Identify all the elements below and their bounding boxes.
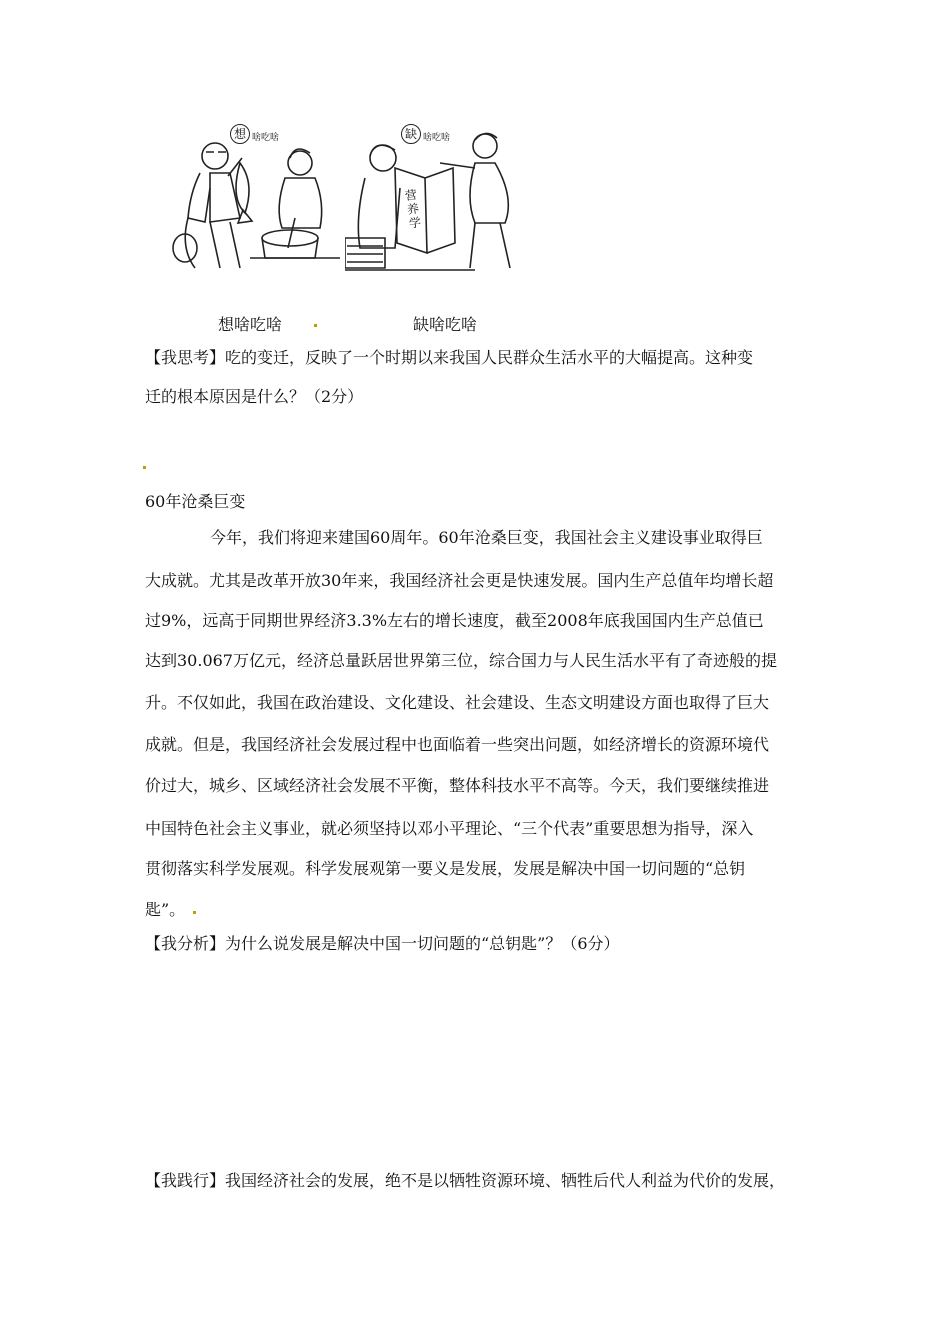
cartoon-right-bubble: 啥吃啥 <box>423 133 451 143</box>
article-line: 升。不仅如此，我国在政治建设、文化建设、社会建设、生态文明建设方面也取得了巨大 <box>145 693 770 712</box>
article-line: 今年，我们将迎来建国60周年。60年沧桑巨变，我国社会主义建设事业取得巨 <box>210 528 763 547</box>
article-line: 中国特色社会主义事业，就必须坚持以邓小平理论、“三个代表”重要思想为指导，深入 <box>145 819 754 838</box>
marker-dot <box>143 466 146 469</box>
article-line: 过9%，远高于同期世界经济3.3%左右的增长速度，截至2008年底我国国内生产总值已 <box>145 611 764 630</box>
caption-right: 缺啥吃啥 <box>413 315 478 334</box>
article-line: 匙”。 <box>145 900 186 919</box>
marker-dot <box>193 911 196 914</box>
article-line: 贯彻落实科学发展观。科学发展观第一要义是发展，发展是解决中国一切问题的“总钥 <box>145 859 746 878</box>
question-3: 【我践行】我国经济社会的发展，绝不是以牺牲资源环境、牺牲后代人利益为代价的发展， <box>145 1171 786 1190</box>
question-1-line-2: 迁的根本原因是什么？（2分） <box>145 387 364 406</box>
cartoon-right-stamp: 缺 <box>401 124 421 144</box>
question-1-line-1: 【我思考】吃的变迁，反映了一个时期以来我国人民群众生活水平的大幅提高。这种变 <box>145 348 754 367</box>
article-title: 60年沧桑巨变 <box>145 492 246 511</box>
article-line: 达到30.067万亿元，经济总量跃居世界第三位，综合国力与人民生活水平有了奇迹般的提 <box>145 651 777 670</box>
article-line: 大成就。尤其是改革开放30年来，我国经济社会更是快速发展。国内生产总值年均增长超 <box>145 571 774 590</box>
book-label: 营养学 <box>404 187 422 231</box>
caption-left: 想啥吃啥 <box>218 315 283 334</box>
question-2: 【我分析】为什么说发展是解决中国一切问题的“总钥匙”？（6分） <box>145 934 620 953</box>
cartoon-right-panel <box>345 118 520 276</box>
cartoon-left-bubble: 啥吃啥 <box>252 133 280 143</box>
marker-dot <box>314 324 317 327</box>
article-line: 成就。但是，我国经济社会发展过程中也面临着一些突出问题，如经济增长的资源环境代 <box>145 735 770 754</box>
cartoon-left-panel <box>170 118 345 276</box>
article-line: 价过大，城乡、区域经济社会发展不平衡，整体科技水平不高等。今天，我们要继续推进 <box>145 776 770 795</box>
cartoon-left-stamp: 想 <box>230 124 250 144</box>
